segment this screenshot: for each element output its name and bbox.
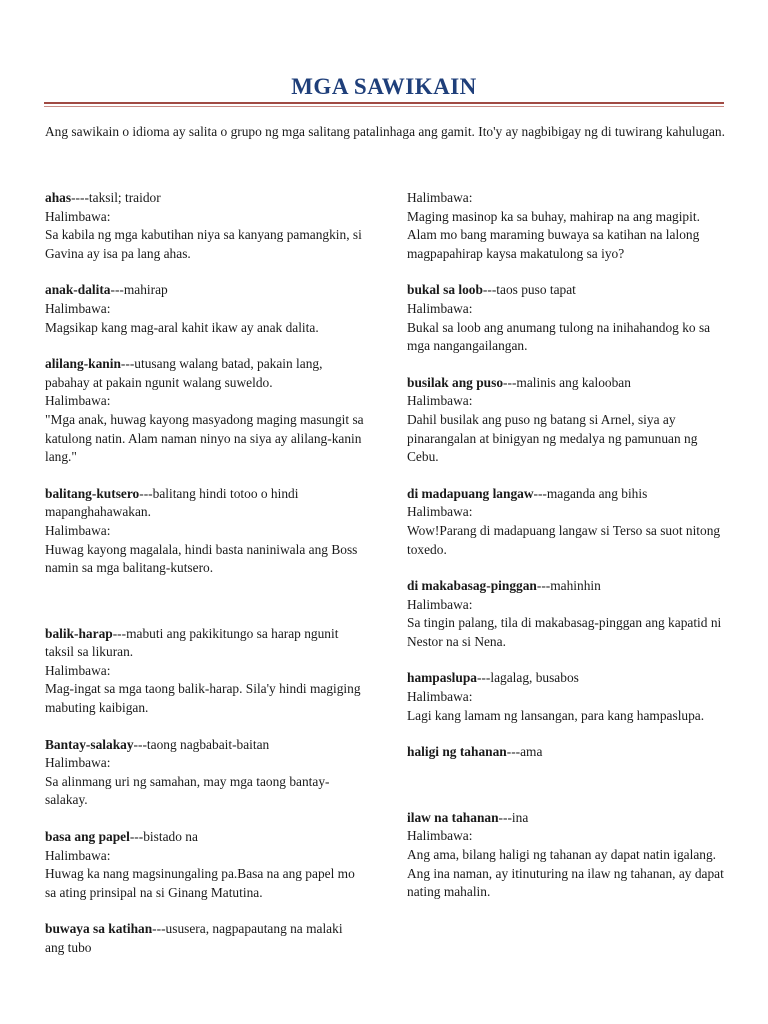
entry-example-label: Halimbawa:	[45, 208, 111, 224]
entry-example: Huwag kayong magalala, hindi basta naniniwala ang Boss namin sa mga balitang-kutsero.	[45, 541, 358, 576]
entry-example-label: Halimbawa:	[407, 300, 473, 316]
entry-buwaya-sa-katihan	[45, 920, 365, 957]
entry-ahas	[45, 189, 365, 263]
entry-anak-dalita	[45, 281, 365, 337]
entry-example-label: Halimbawa:	[407, 393, 473, 409]
entry-term: balik-harap	[45, 625, 113, 641]
entry-bukal-sa-loob	[407, 281, 727, 355]
entry-meaning: ---utusang walang batad, pakain lang, pabahay at pakain ngunit walang suweldo.	[45, 356, 323, 390]
left-column	[45, 189, 365, 958]
entry-term: haligi ng tahanan	[407, 744, 507, 760]
entry-term: ilaw na tahanan	[407, 809, 499, 825]
entry-term: hampaslupa	[407, 670, 477, 686]
entry-meaning: ---malinis ang kalooban	[503, 374, 631, 390]
entry-ilaw-na-tahanan	[407, 809, 727, 902]
entry-hampaslupa	[407, 669, 727, 725]
entry-term: bukal sa loob	[407, 282, 483, 298]
title-divider-thin	[44, 106, 724, 107]
entry-term: di makabasag-pinggan	[407, 578, 537, 594]
entry-meaning: ---ina	[498, 809, 529, 825]
entry-example: Lagi kang lamam ng lansangan, para kang hampaslupa.	[407, 707, 705, 723]
entry-term: busilak ang puso	[407, 374, 504, 390]
entry-term: di madapuang langaw	[407, 485, 534, 501]
entry-example: Magsikap kang mag-aral kahit ikaw ay anak dalita.	[45, 319, 319, 335]
entry-example: Huwag ka nang magsinungaling pa.Basa na ang papel mo sa ating prinsipal na si Ginang Matutina.	[45, 866, 355, 900]
entry-example-label: Halimbawa:	[45, 847, 111, 863]
title-divider	[44, 102, 724, 104]
entry-basa-ang-papel	[45, 828, 365, 902]
entry-balik-harap	[45, 625, 365, 718]
entry-term: anak-dalita	[45, 282, 111, 298]
entry-example-label: Halimbawa:	[407, 596, 473, 612]
entry-haligi-ng-tahanan	[407, 743, 727, 762]
entry-meaning: ---bistado na	[129, 829, 198, 845]
entry-term: Bantay-salakay	[45, 736, 134, 752]
entry-example-label: Halimbawa:	[45, 393, 111, 409]
intro-paragraph: Ang sawikain o idioma ay salita o grupo ng mga salitang patalinhaga ang gamit. Ito'y ay nagbibigay ng di tuwirang kahulugan.	[45, 124, 725, 139]
entry-meaning: ---mahinhin	[536, 578, 601, 594]
entry-meaning: ---balitang hindi totoo o hindi mapanghahawakan.	[45, 485, 299, 520]
entry-example-label: Halimbawa:	[45, 300, 111, 316]
page-title: MGA SAWIKAIN	[291, 74, 477, 99]
entry-meaning: ---taos puso tapat	[482, 282, 576, 298]
entry-balitang-kutsero	[45, 485, 365, 578]
entry-meaning: ---ama	[506, 744, 543, 760]
entry-meaning: ---mahirap	[110, 282, 168, 298]
entry-meaning: ---ususera, nagpapautang na malaki ang tubo	[45, 921, 343, 955]
right-column	[407, 189, 727, 902]
entry-example: Sa alinmang uri ng samahan, may mga taong bantay-salakay.	[45, 773, 330, 808]
entry-example-label: Halimbawa:	[45, 522, 111, 538]
entry-example-label: Halimbawa:	[407, 828, 473, 844]
entry-meaning: ---maganda ang bihis	[533, 485, 648, 501]
entry-example-label: Halimbawa:	[407, 504, 473, 520]
entry-example: "Mga anak, huwag kayong masyadong maging masungit sa katulong natin. Alam naman ninyo na siya ay alilang-kanin lang."	[45, 411, 364, 465]
entry-example: Bukal sa loob ang anumang tulong na inihahandog ko sa mga nangangailangan.	[407, 319, 711, 354]
entry-term: balitang-kutsero	[45, 485, 140, 501]
entry-meaning: ---taong nagbabait-baitan	[133, 736, 270, 752]
entry-di-makabasag-pinggan	[407, 577, 727, 651]
entry-example: Mag-ingat sa mga taong balik-harap. Sila'y hindi magiging mabuting kaibigan.	[45, 681, 361, 716]
entry-alilang-kanin	[45, 355, 365, 467]
entry-example: Ang ama, bilang haligi ng tahanan ay dapat natin igalang. Ang ina naman, ay itinuturing na ilaw ng tahanan, ay dapat nating mahalin.	[407, 847, 724, 900]
entry-meaning: ---lagalag, busabos	[476, 670, 579, 686]
entry-example-label: Halimbawa:	[407, 190, 473, 205]
entry-example: Wow!Parang di madapuang langaw si Terso sa suot nitong toxedo.	[407, 522, 721, 557]
entry-di-madapuang-langaw	[407, 485, 727, 559]
entry-bantay-salakay	[45, 736, 365, 810]
entry-example: Dahil busilak ang puso ng batang si Arnel, siya ay pinarangalan at binigyan ng medalya ng pamunuan ng Cebu.	[407, 411, 698, 465]
entry-busilak-ang-puso	[407, 374, 727, 467]
entry-example-label: Halimbawa:	[407, 689, 473, 705]
entry-example-label: Halimbawa:	[45, 662, 111, 678]
entry-example: Maging masinop ka sa buhay, mahirap na ang magipit. Alam mo bang maraming buwaya sa katihan na lalong magpapahirap kaysa makatulong sa iyo?	[407, 208, 700, 261]
entry-term: buwaya sa katihan	[45, 921, 153, 937]
entry-example: Sa kabila ng mga kabutihan niya sa kanyang pamangkin, si Gavina ay isa pa lang ahas.	[45, 227, 362, 261]
entry-meaning: ----taksil; traidor	[71, 190, 161, 205]
entry-term: ahas	[45, 190, 72, 205]
entry-term: basa ang papel	[45, 829, 130, 845]
entry-meaning: ---mabuti ang pakikitungo sa harap ngunit taksil sa likuran.	[45, 625, 339, 660]
entry-term: alilang-kanin	[45, 356, 121, 372]
entry-buwaya-sa-katihan-example	[407, 189, 727, 263]
entry-example: Sa tingin palang, tila di makabasag-pinggan ang kapatid ni Nestor na si Nena.	[407, 615, 722, 649]
entry-example-label: Halimbawa:	[45, 755, 111, 771]
